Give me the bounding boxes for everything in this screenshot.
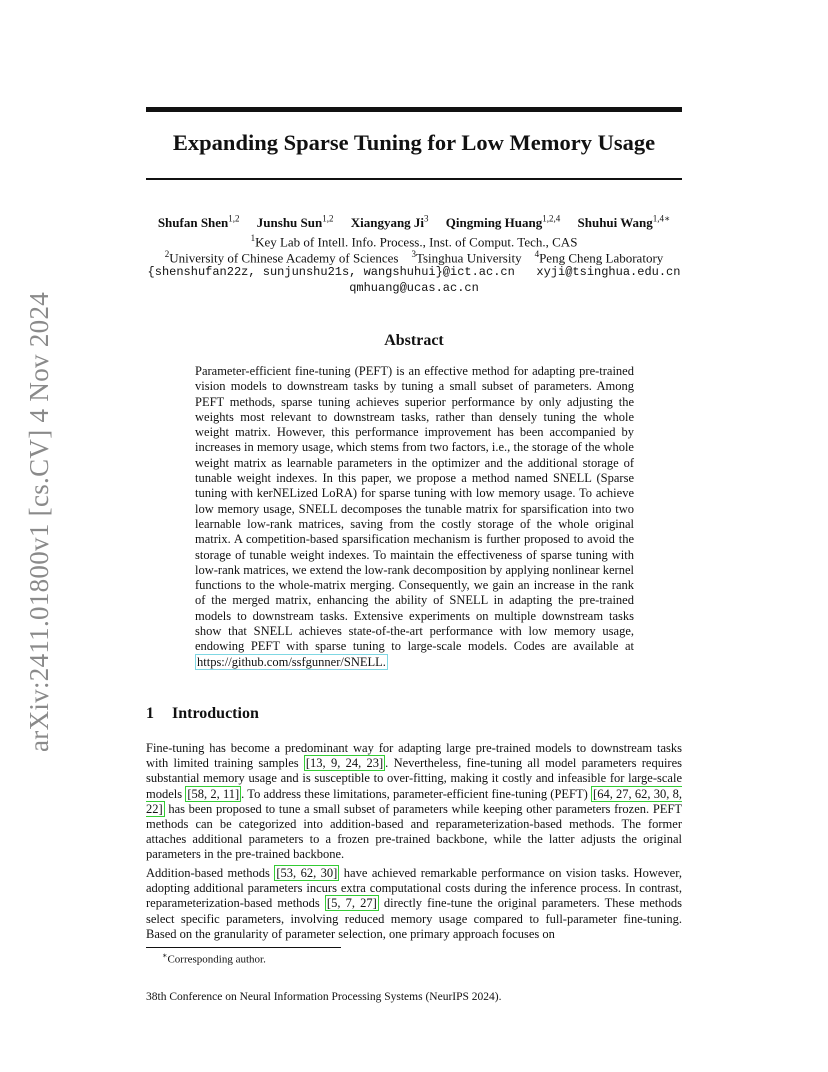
title-bottom-rule (146, 178, 682, 180)
author: Qingming Huang$^{1,2,4}$ (445, 214, 561, 231)
email-line-2: qmhuang@ucas.ac.cn (349, 281, 479, 295)
title-top-rule (146, 107, 682, 112)
citation-link[interactable]: [5, 7, 27] (326, 896, 377, 911)
intro-paragraph-1: Fine-tuning has become a predominant way for adapting large pre-trained models to downstream tasks with limited training samples [13, 9, 24, 23] . Nevertheless, fine-tuning all model parameters requires substantial memory usage and is susceptible to over-fitting, making it costly and infeasible for large-scale models [58, 2, 11] . To address these limitations, parameter-efficient fine-tuning (PEFT) [64, 27, 62, 30, 8, 22] has been proposed to tune a small subset of parameters while keeping other parameters frozen. PEFT methods can be categorized into addition-based and reparameterization-based methods. The former attaches additional parameters to a frozen pre-trained backbone, while the latter adjusts the original parameters in the pre-trained backbone. (146, 741, 682, 862)
author: Shufan Shen$^{1,2}$ (157, 214, 240, 231)
abstract-heading: Abstract (384, 332, 444, 349)
author-list (146, 214, 682, 231)
citation-link[interactable]: [64, 27, 62, 30, 8, 22] (146, 786, 682, 816)
footnote: ∗Corresponding author. (162, 951, 266, 966)
author: Junshu Sun$^{1,2}$ (256, 214, 334, 231)
abstract-body (195, 364, 634, 670)
citation-link[interactable]: [53, 62, 30] (276, 866, 338, 880)
paper-title: Expanding Sparse Tuning for Low Memory Usage (172, 130, 656, 155)
abstract-text: Parameter-efficient fine-tuning (PEFT) is an effective method for adapting pre-trained vision models to downstream tasks by tuning a small subset of parameters. Among PEFT methods, sparse tuning achieves superior performance by only adjusting the weights most relevant to downstream tasks, rather than densely tuning the whole weight matrix. However, this performance improvement has been accompanied by increases in memory usage, which stems from two factors, i.e., the storage of the whole weight matrix as learnable parameters in the optimizer and the additional storage of tunable weight indexes. In this paper, we propose a method named SNELL (Sparse tuning with kerNELized LoRA) for sparse tuning with low memory usage. To achieve low memory usage, SNELL decomposes the tunable matrix for sparsification into two learnable low-rank matrices, saving from the costly storage of the whole original matrix. A competition-based sparsification mechanism is further proposed to avoid the storage of tunable weight indexes. To maintain the effectiveness of sparse tuning with low-rank matrices, we extend the low-rank decomposition by applying nonlinear kernel functions to the whole-matrix merging. Consequently, we gain an increase in the rank of the merged matrix, enhancing the ability of SNELL in adapting the pre-trained models to downstream tasks. Extensive experiments on multiple downstream tasks show that SNELL achieves state-of-the-art performance with low memory usage, endowing PEFT with sparse tuning to large-scale models. Codes are available at (195, 364, 634, 654)
email-line-1: {shenshufan22z, sunjunshu21s, wangshuhui}@ict.ac.cn xyji@tsinghua.edu.cn (147, 265, 681, 279)
section-heading: 1 Introduction (146, 705, 259, 722)
arxiv-identifier: arXiv:2411.01800v1 [cs.CV] 4 Nov 2024 (24, 291, 54, 752)
citation-link[interactable]: [13, 9, 24, 23] (305, 756, 384, 771)
citation-link[interactable]: [58, 2, 11] (187, 786, 240, 801)
affiliation-2-3-4: $^2$University of Chinese Academy of Sciences $^3$Tsinghua University $^4$Peng Cheng Laboratory (164, 249, 664, 266)
code-link[interactable]: https://github.com/ssfgunner/SNELL. (197, 654, 386, 669)
conference-note: 38th Conference on Neural Information Processing Systems (NeurIPS 2024). (146, 991, 502, 1003)
footnote-rule (146, 947, 341, 948)
author: Xiangyang Ji$^3$ (350, 214, 429, 231)
affiliation-1: $^1$Key Lab of Intell. Info. Process., Inst. of Comput. Tech., CAS (250, 233, 578, 250)
intro-paragraph-2: Addition-based methods [53, 62, 30] have achieved remarkable performance on vision tasks. However, adopting additional parameters incurs extra computational costs during the inference process. In contrast, reparameterization-based methods [5, 7, 27] directly fine-tune the original parameters. These methods select specific parameters, involving reduced memory usage compared to full-parameter fine-tuning. Based on the granularity of parameter selection, one primary approach focuses on (146, 866, 682, 941)
author: Shuhui Wang$^{1,4∗}$ (577, 214, 671, 231)
